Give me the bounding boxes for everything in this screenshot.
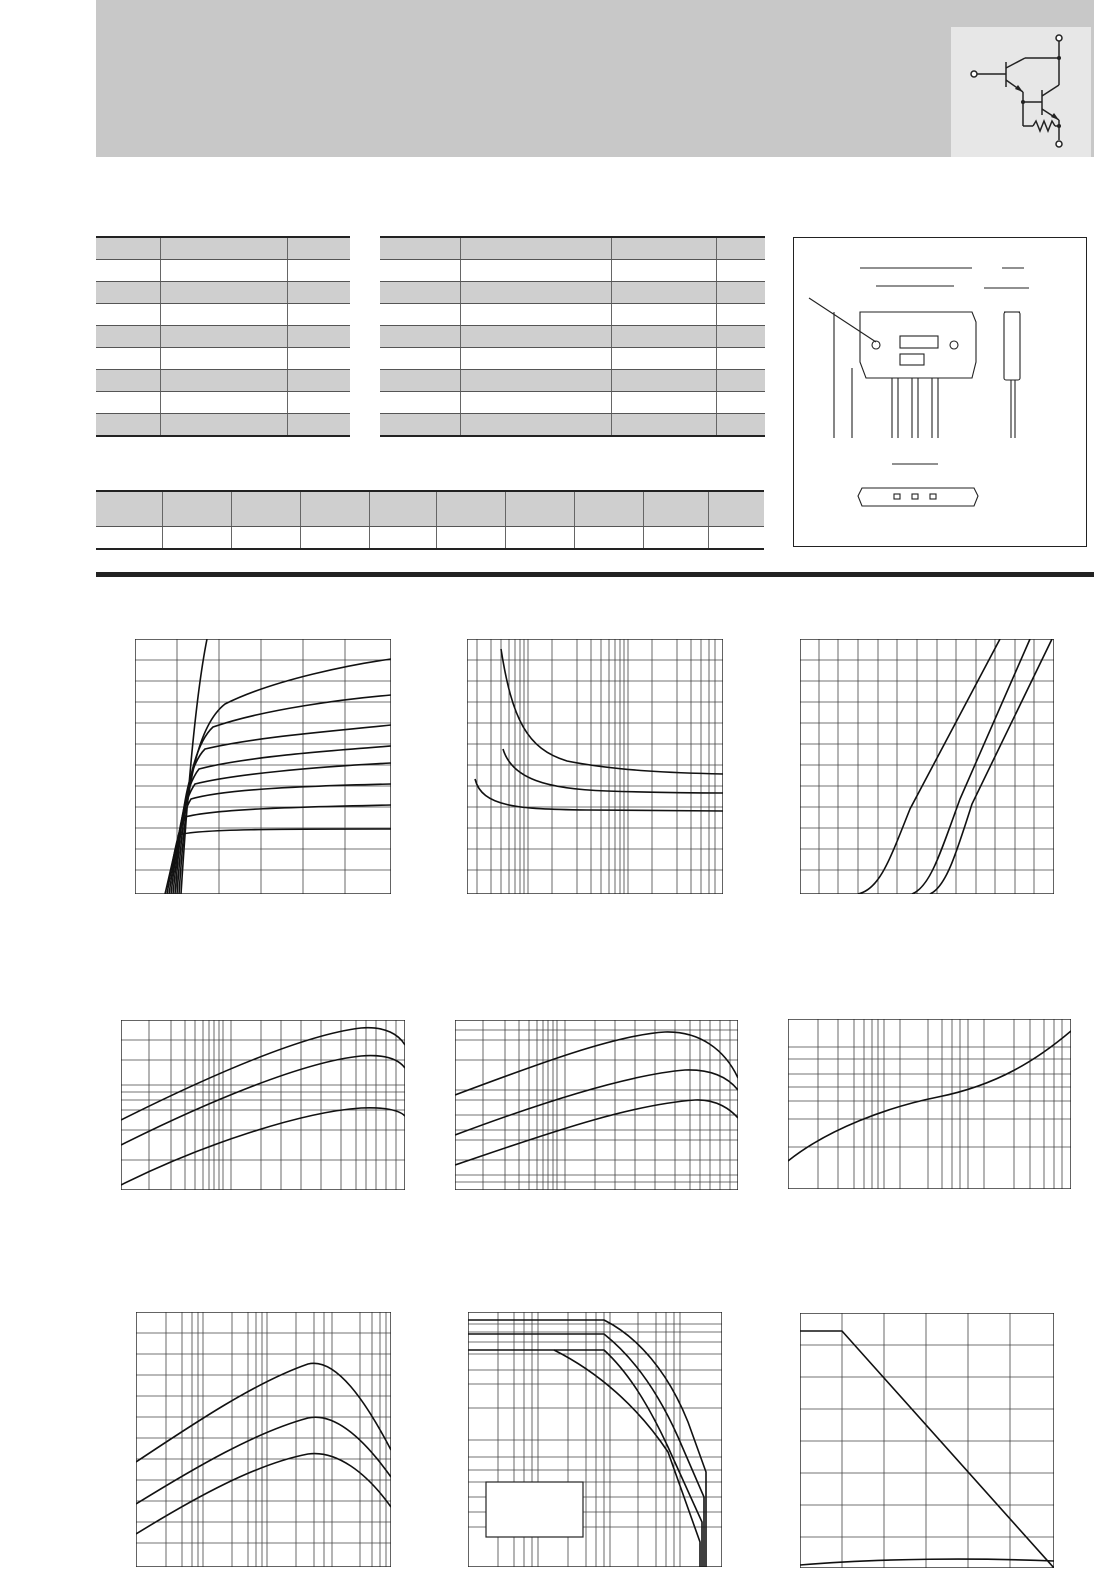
power-derating-graph (800, 1313, 1054, 1568)
electrical-characteristics-table (380, 236, 765, 437)
hfe-ic-graph-2 (455, 1020, 738, 1190)
package-outline-drawing (793, 237, 1087, 547)
hfe-rank-table (96, 490, 764, 550)
safe-operating-area-graph (468, 1312, 722, 1567)
ic-vbe-graph (800, 639, 1054, 894)
darlington-symbol (951, 27, 1091, 157)
vce-sat-graph (788, 1019, 1071, 1189)
hfe-ic-graph (121, 1020, 405, 1190)
ft-ic-graph (136, 1312, 391, 1567)
vce-ib-graph (467, 639, 723, 894)
ratings-table (96, 236, 350, 437)
ic-vce-graph (135, 639, 391, 894)
header-band (96, 0, 1094, 157)
section-divider (96, 572, 1094, 577)
